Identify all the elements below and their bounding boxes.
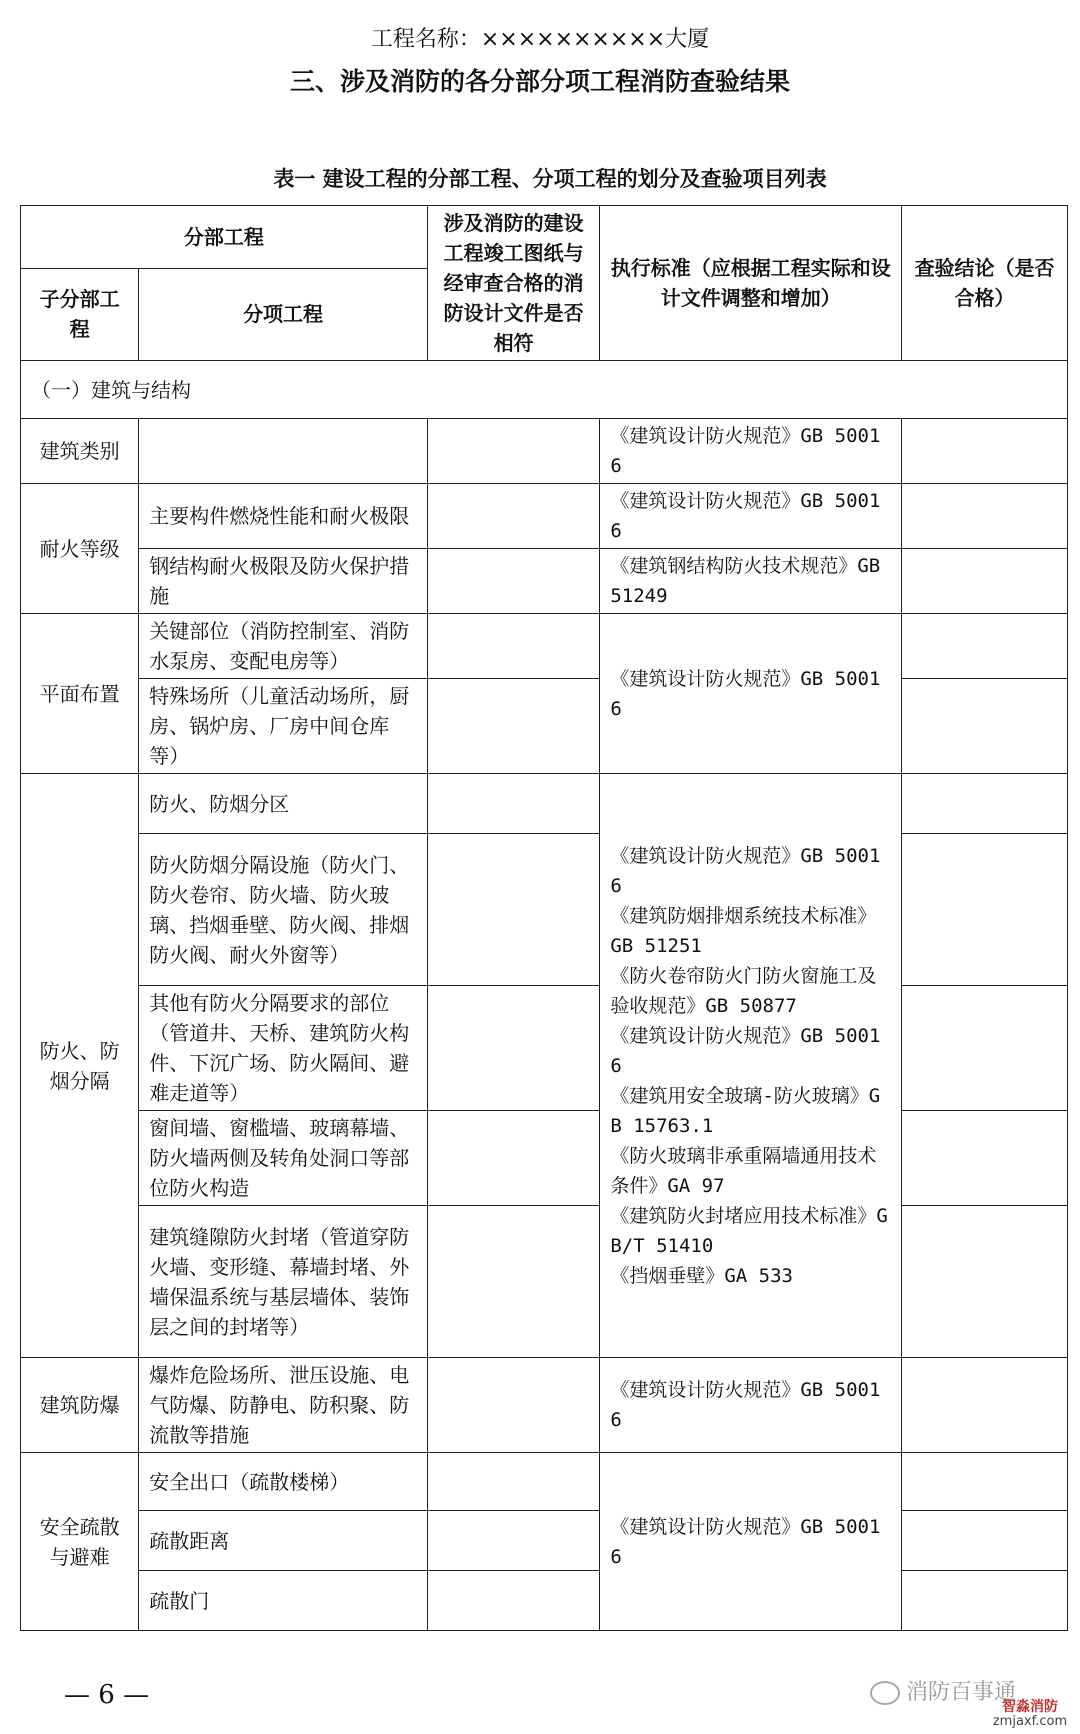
- standard-cell: 《建筑设计防火规范》GB 50016: [600, 419, 902, 484]
- sub-item-cell: 防火防烟分隔设施（防火门、防火卷帘、防火墙、防火玻璃、挡烟垂壁、防火阀、排烟防火阀、耐火外窗等）: [139, 834, 428, 986]
- conclusion-cell: [902, 1453, 1068, 1511]
- conformity-cell: [427, 1206, 599, 1358]
- conclusion-cell: [902, 419, 1068, 484]
- sub-item-cell: 疏散门: [139, 1571, 428, 1631]
- conclusion-cell: [902, 774, 1068, 834]
- section-heading: （一）建筑与结构: [21, 361, 1068, 419]
- standard-cell: 《建筑钢结构防火技术规范》GB 51249: [600, 549, 902, 614]
- sub-item-cell: [139, 419, 428, 484]
- watermark-text: 消防百事通: [906, 1680, 1017, 1705]
- sub-division-label: 防火、防烟分隔: [21, 774, 139, 1358]
- conformity-cell: [427, 774, 599, 834]
- conformity-cell: [427, 986, 599, 1111]
- conclusion-cell: [902, 484, 1068, 549]
- conclusion-cell: [902, 549, 1068, 614]
- standard-line: 《防火卷帘防火门防火窗施工及验收规范》GB 50877: [610, 964, 877, 1017]
- conclusion-cell: [902, 1571, 1068, 1631]
- conformity-cell: [427, 549, 599, 614]
- conformity-cell: [427, 1111, 599, 1206]
- sub-division-label: 安全疏散与避难: [21, 1453, 139, 1631]
- standard-cell: 《建筑设计防火规范》GB 50016: [600, 1358, 902, 1453]
- site-name: 智淼消防: [1002, 1699, 1058, 1715]
- conclusion-cell: [902, 1206, 1068, 1358]
- standard-line: 《建筑设计防火规范》GB 50016: [610, 1024, 881, 1077]
- conformity-cell: [427, 1358, 599, 1453]
- conformity-cell: [427, 419, 599, 484]
- sub-item-cell: 安全出口（疏散楼梯）: [139, 1453, 428, 1511]
- table-title: 表一 建设工程的分部工程、分项工程的划分及查验项目列表: [273, 167, 827, 191]
- conformity-cell: [427, 614, 599, 679]
- site-url: zmjaxf.com: [992, 1714, 1068, 1729]
- conclusion-cell: [902, 614, 1068, 679]
- conclusion-cell: [902, 1511, 1068, 1571]
- conclusion-cell: [902, 1111, 1068, 1206]
- sub-item-cell: 建筑缝隙防火封堵（管道穿防火墙、变形缝、幕墙封堵、外墙保温系统与基层墙体、装饰层之间的封堵等）: [139, 1206, 428, 1358]
- standard-line: 《建筑防烟排烟系统技术标准》 GB 51251: [610, 904, 877, 957]
- sub-item-cell: 防火、防烟分区: [139, 774, 428, 834]
- sub-item-cell: 钢结构耐火极限及防火保护措施: [139, 549, 428, 614]
- section-title: 三、涉及消防的各分部分项工程消防查验结果: [289, 67, 790, 96]
- standard-line: 《建筑设计防火规范》GB 50016: [610, 844, 881, 897]
- sub-division-label: 平面布置: [21, 614, 139, 774]
- standard-cell: 《建筑设计防火规范》GB 50016: [600, 1453, 902, 1631]
- conclusion-cell: [902, 1358, 1068, 1453]
- site-logo: [985, 1700, 1075, 1730]
- standard-cell: 《建筑设计防火规范》GB 50016: [600, 484, 902, 549]
- conformity-cell: [427, 1511, 599, 1571]
- page-number: — 6 —: [64, 1680, 150, 1710]
- sub-division-label: 耐火等级: [21, 484, 139, 614]
- header-standard: 执行标准（应根据工程实际和设计文件调整和增加）: [600, 206, 902, 361]
- conclusion-cell: [902, 679, 1068, 774]
- conformity-cell: [427, 834, 599, 986]
- standard-cell: 《建筑设计防火规范》GB 50016: [600, 614, 902, 774]
- inspection-table: [20, 205, 1068, 1631]
- sub-division-label: 建筑类别: [21, 419, 139, 484]
- sub-item-cell: 爆炸危险场所、泄压设施、电气防爆、防静电、防积聚、防流散等措施: [139, 1358, 428, 1453]
- header-conclusion: 查验结论（是否合格）: [902, 206, 1068, 361]
- wechat-icon: [870, 1681, 900, 1705]
- sub-item-cell: 疏散距离: [139, 1511, 428, 1571]
- header-division: 分部工程: [21, 206, 428, 269]
- header-sub-division: 子分部工程: [21, 268, 139, 360]
- standard-cell: [600, 774, 902, 1358]
- header-sub-item: 分项工程: [139, 268, 428, 360]
- sub-division-label: 建筑防爆: [21, 1358, 139, 1453]
- standard-line: 《建筑用安全玻璃-防火玻璃》GB 15763.1: [610, 1084, 881, 1137]
- sub-item-cell: 其他有防火分隔要求的部位（管道井、天桥、建筑防火构件、下沉广场、防火隔间、避难走道等）: [139, 986, 428, 1111]
- sub-item-cell: 关键部位（消防控制室、消防水泵房、变配电房等）: [139, 614, 428, 679]
- header-conformity: 涉及消防的建设工程竣工图纸与经审查合格的消防设计文件是否相符: [427, 206, 599, 361]
- sub-item-cell: 主要构件燃烧性能和耐火极限: [139, 484, 428, 549]
- standard-line: 《挡烟垂壁》GA 533: [610, 1264, 793, 1287]
- conclusion-cell: [902, 834, 1068, 986]
- conformity-cell: [427, 1453, 599, 1511]
- standard-line: 《防火玻璃非承重隔墙通用技术条件》GA 97: [610, 1144, 877, 1197]
- sub-item-cell: 窗间墙、窗槛墙、玻璃幕墙、防火墙两侧及转角处洞口等部位防火构造: [139, 1111, 428, 1206]
- conformity-cell: [427, 1571, 599, 1631]
- sub-item-cell: 特殊场所（儿童活动场所，厨房、锅炉房、厂房中间仓库等）: [139, 679, 428, 774]
- standard-line: 《建筑防火封堵应用技术标准》GB/T 51410: [610, 1204, 888, 1257]
- conclusion-cell: [902, 986, 1068, 1111]
- conformity-cell: [427, 484, 599, 549]
- conformity-cell: [427, 679, 599, 774]
- project-name: 工程名称：××××××××××大厦: [370, 27, 710, 52]
